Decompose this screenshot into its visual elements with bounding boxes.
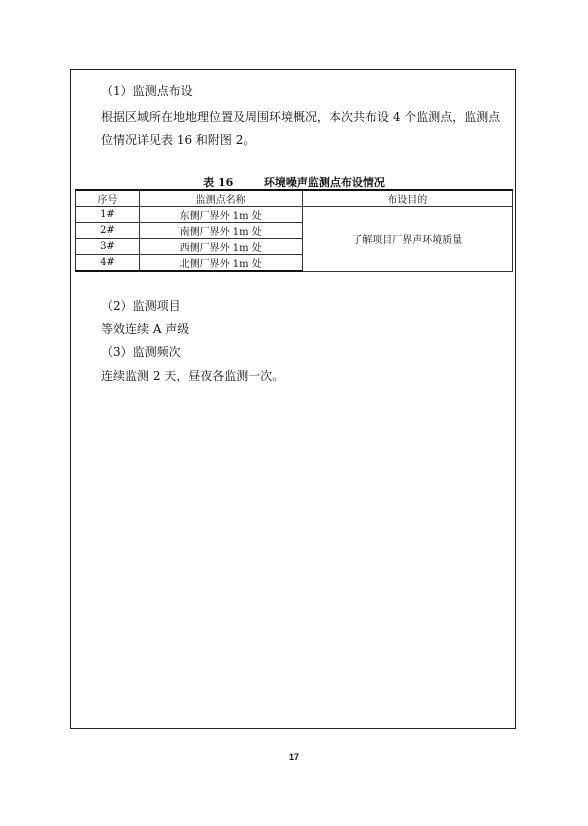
header-purpose: 布设目的 <box>302 190 513 207</box>
monitoring-points-table <box>75 189 513 272</box>
row-point-name: 北侧厂界外 1m 处 <box>139 255 302 272</box>
row-point-name: 西侧厂界外 1m 处 <box>139 239 302 255</box>
table-header-row <box>76 190 513 207</box>
header-point-name: 监测点名称 <box>139 190 302 207</box>
section-1-heading: （1）监测点布设 <box>101 84 193 98</box>
section-3-body: 连续监测 2 天，昼夜各监测一次。 <box>101 369 285 383</box>
purpose-cell: 了解项目厂界声环境质量 <box>302 207 513 272</box>
row-point-name: 南侧厂界外 1m 处 <box>139 223 302 239</box>
row-serial: 3# <box>76 239 140 255</box>
row-point-name: 东侧厂界外 1m 处 <box>139 207 302 223</box>
row-serial: 4# <box>76 255 140 272</box>
row-serial: 1# <box>76 207 140 223</box>
content-frame <box>70 69 516 729</box>
section-2-heading: （2）监测项目 <box>101 299 181 313</box>
section-2-body: 等效连续 A 声级 <box>101 322 190 336</box>
section-3-heading: （3）监测频次 <box>101 345 181 359</box>
row-serial: 2# <box>76 223 140 239</box>
table-title: 表 16 环境噪声监测点布设情况 <box>203 176 385 189</box>
table-row <box>76 207 513 223</box>
section-1-body: 根据区域所在地地理位置及周围环境概况，本次共布设 4 个监测点，监测点位情况详见表 16 和附图 2。 <box>101 110 501 147</box>
page-number: 17 <box>288 752 299 762</box>
header-serial: 序号 <box>76 190 140 207</box>
